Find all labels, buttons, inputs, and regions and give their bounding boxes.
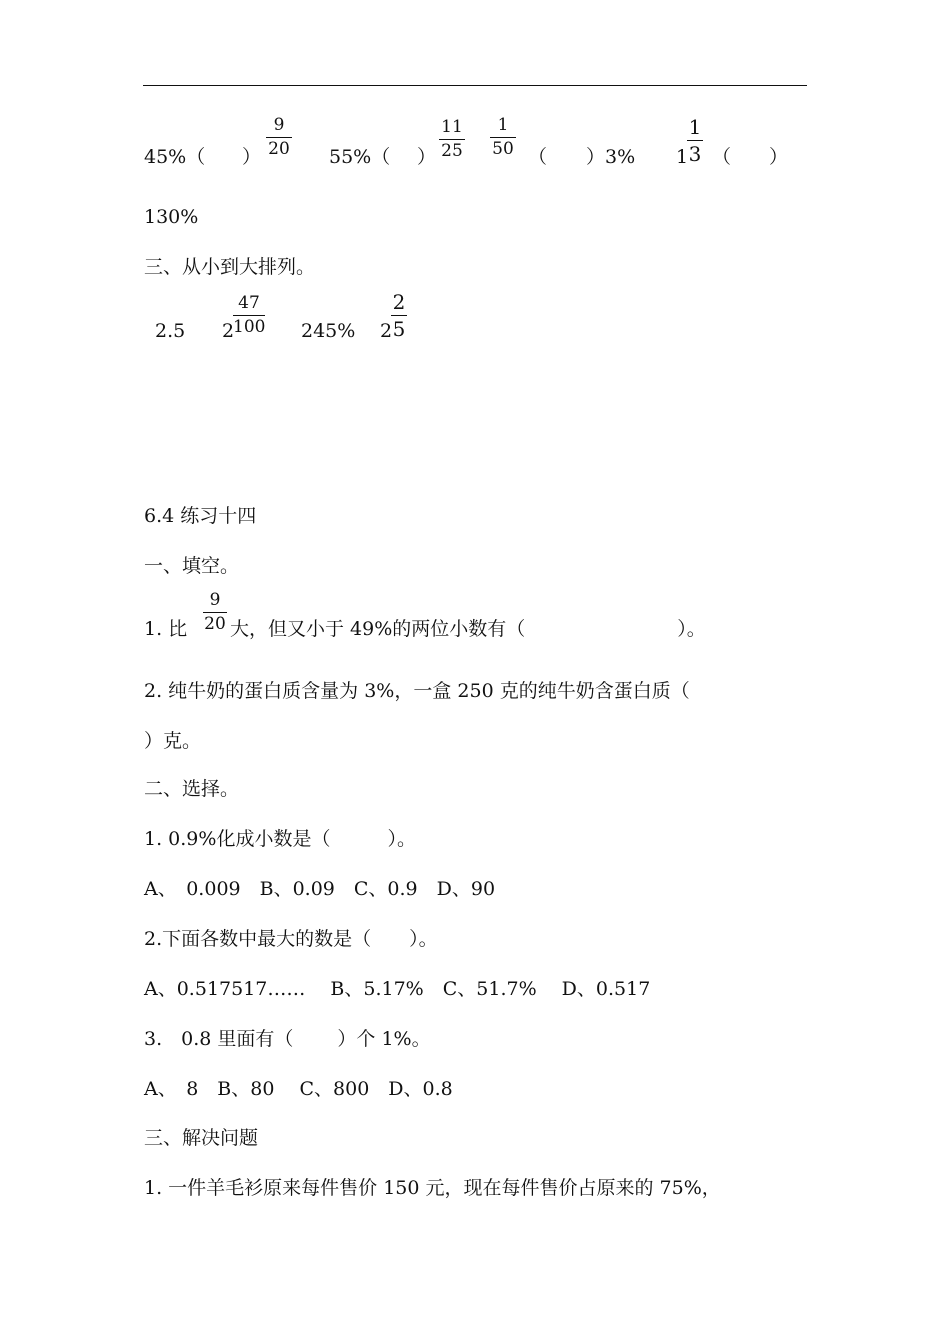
mixed-whole-1: 1 — [676, 146, 689, 168]
choice-q2-options: A、0.517517…… B、5.17% C、51.7% D、0.517 — [144, 978, 651, 1000]
choice-q3: 3. 0.8 里面有（ ）个 1%。 — [144, 1028, 431, 1050]
q1-suffix: 大，但又小于 49%的两位小数有（ ）。 — [230, 618, 706, 640]
q2-line2: ）克。 — [144, 730, 202, 752]
denominator: 20 — [268, 139, 290, 159]
percent-130: 130% — [144, 206, 199, 228]
numerator: 1 — [688, 115, 702, 139]
fraction-9-20-q1 — [203, 592, 227, 633]
fraction-bar — [687, 140, 703, 141]
lesson-title: 6.4 练习十四 — [144, 505, 257, 527]
fraction-2-5 — [391, 292, 407, 339]
paren-4: （ ） — [712, 146, 789, 168]
q1-prefix: 1. 比 — [144, 618, 188, 640]
problem-1: 1. 一件羊毛衫原来每件售价 150 元，现在每件售价占原来的 75%， — [144, 1177, 721, 1199]
paren-open-3: （ — [528, 146, 548, 168]
value-2-5: 2.5 — [155, 320, 186, 342]
section-order-title: 三、从小到大排列。 — [144, 256, 316, 278]
denominator: 100 — [233, 317, 266, 337]
choice-q1: 1. 0.9%化成小数是（ ）。 — [144, 828, 416, 850]
paren-close-2: ） — [417, 146, 437, 168]
numerator: 47 — [238, 293, 260, 313]
choice-q2: 2.下面各数中最大的数是（ ）。 — [144, 928, 438, 950]
fraction-bar — [490, 137, 516, 138]
fraction-bar — [203, 612, 227, 613]
fraction-1-50 — [490, 117, 516, 158]
denominator: 50 — [492, 139, 514, 159]
section-problem-title: 三、解决问题 — [144, 1127, 259, 1149]
numerator: 2 — [392, 290, 406, 314]
numerator: 11 — [441, 117, 463, 137]
fraction-bar — [391, 315, 407, 316]
fraction-11-25 — [439, 119, 465, 160]
denominator: 25 — [441, 141, 463, 161]
paren-close-1: ） — [242, 146, 262, 168]
numerator: 9 — [209, 590, 221, 610]
header-rule — [143, 85, 807, 86]
q2-line1: 2. 纯牛奶的蛋白质含量为 3%，一盒 250 克的纯牛奶含蛋白质（ — [144, 680, 690, 702]
mixed-whole-2: 2 — [222, 320, 235, 342]
percent-245: 245% — [301, 320, 356, 342]
fraction-9-20 — [266, 117, 292, 158]
fraction-bar — [439, 139, 465, 140]
fraction-47-100 — [233, 295, 265, 336]
choice-q3-options: A、 8 B、80 C、800 D、0.8 — [144, 1078, 453, 1100]
percent-55: 55%（ — [329, 146, 391, 168]
denominator: 3 — [688, 142, 702, 166]
numerator: 9 — [273, 115, 285, 135]
numerator: 1 — [497, 115, 509, 135]
denominator: 20 — [204, 614, 226, 634]
mixed-whole-3: 2 — [380, 320, 393, 342]
percent-45: 45%（ — [144, 146, 206, 168]
section-fill-title: 一、填空。 — [144, 555, 240, 577]
paren-close-3: ）3% — [586, 146, 636, 168]
fraction-bar — [233, 315, 265, 316]
fraction-1-3 — [687, 117, 703, 164]
choice-q1-options: A、 0.009 B、0.09 C、0.9 D、90 — [144, 878, 496, 900]
fraction-bar — [266, 137, 292, 138]
section-choice-title: 二、选择。 — [144, 778, 240, 800]
denominator: 5 — [392, 317, 406, 341]
